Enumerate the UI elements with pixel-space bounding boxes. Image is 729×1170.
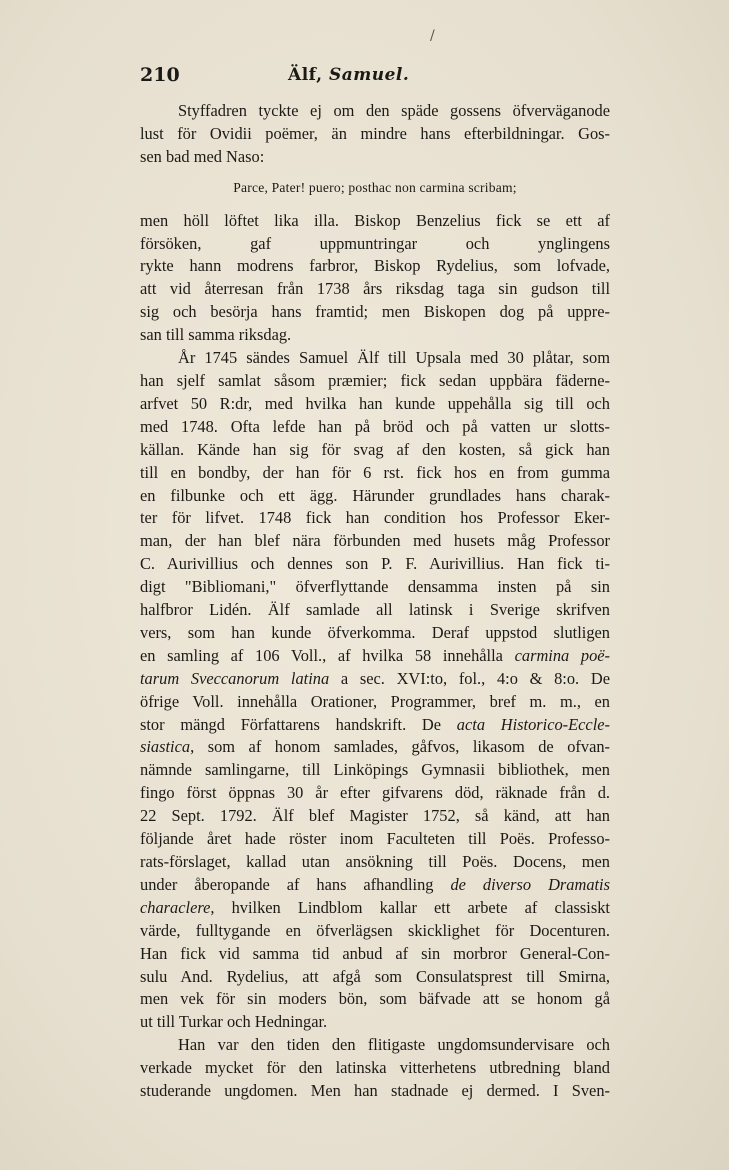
running-title-name: Samuel. [328, 65, 410, 85]
text-line: man, der han blef nära förbunden med husets måg Professor [140, 531, 610, 551]
text-line [140, 233, 610, 256]
text-line [140, 645, 610, 668]
text-line: År 1745 sändes Samuel Älf till Upsala med 30 plåtar, som [178, 348, 610, 368]
italic-fragment: diverso Dramatis [482, 874, 610, 894]
running-title [288, 65, 409, 85]
text-line: digt "Bibliomani," öfverflyttande densamma insten på sin [140, 577, 610, 597]
text-line [140, 714, 610, 737]
text-fragment: en samling af 106 Voll., af hvilka 58 innehålla [140, 645, 503, 665]
italic-fragment: carmina poë- [514, 645, 610, 665]
text-line [140, 736, 610, 759]
text-fragment: , som af honom samlades, gåfvos, likasom de ofvan- [190, 737, 610, 757]
text-line: fingo först öppnas 30 år efter gifvarens död, räknade från d. [140, 783, 610, 803]
text-line: sig och besörja hans framtid; men Biskopen dog på uppre- [140, 302, 610, 322]
italic-fragment: siastica [140, 737, 191, 757]
text-line: Han var den tiden den flitigaste ungdomsundervisare och [178, 1035, 610, 1055]
page-number: 210 [140, 64, 180, 86]
text-line [140, 897, 610, 920]
text-line: halfbror Lidén. Älf samlade all latinsk i Sverige skrifven [140, 600, 610, 620]
text-line: ut till Turkar och Hedningar. [140, 1012, 328, 1032]
text-line: men vek för sin moders bön, som bäfvade att se honom gå [140, 989, 610, 1009]
text-line [140, 874, 610, 897]
running-title-family: Älf, [288, 65, 323, 85]
text-line: sulu And. Rydelius, att afgå som Consulatsprest till Smirna, [140, 966, 610, 986]
text-line: arfvet 50 R:dr, med hvilka han kunde uppehålla sig till och [140, 393, 610, 413]
text-fragment: a sec. XVI:to, fol., 4:o & 8:o. De [340, 668, 610, 688]
text-line: ter för lifvet. 1748 fick han condition hos Professor Eker- [140, 508, 610, 528]
text-line: Han fick vid samma tid anbud af sin morbror General-Con- [140, 943, 610, 963]
latin-quote: Parce, Pater! puero; posthac non carmina scribam; [233, 179, 517, 195]
text-line: sen bad med Naso: [140, 146, 265, 166]
text-line: lust för Ovidii poëmer, än mindre hans efterbildningar. Gos- [140, 123, 610, 143]
body-text [140, 100, 610, 1103]
italic-fragment: characlere [140, 897, 211, 917]
text-line: rats-förslaget, kallad utan ansökning till Poës. Docens, men [140, 852, 610, 871]
text-line: med 1748. Ofta lefde han på bröd och på vatten ur slotts- [140, 416, 610, 436]
text-line: nämnde samlingarne, till Linköpings Gymnasii bibliothek, men [140, 760, 610, 780]
text-line [140, 668, 610, 691]
text-line: öfrige Voll. innehålla Orationer, Programmer, bref m. m., en [140, 691, 610, 711]
italic-fragment: de [450, 874, 466, 894]
text-fragment: , hvilken Lindblom kallar ett arbete af classiskt [210, 897, 610, 917]
margin-mark: / [430, 28, 435, 44]
text-line: till en bondby, der han för 6 rst. fick hos en from gumma [140, 462, 610, 482]
text-line: att vid återresan från 1738 års riksdag taga sin gudson till [140, 279, 610, 299]
text-line: C. Aurivillius och dennes son P. F. Aurivillius. Han fick ti- [140, 554, 610, 574]
text-line: rykte hann modrens farbror, Biskop Rydelius, som lofvade, [140, 256, 610, 276]
italic-fragment: acta Historico-Eccle- [456, 714, 610, 734]
text-line: följande året hade röster inom Faculteten till Poës. Professo- [140, 829, 610, 849]
text-line: en filbunke och ett ägg. Härunder grundlades hans charak- [140, 485, 610, 505]
page-header [140, 64, 560, 94]
text-line: vers, som han kunde öfverkomma. Deraf uppstod slutligen [140, 622, 610, 642]
text-line: 22 Sept. 1792. Älf blef Magister 1752, så känd, att han [140, 806, 610, 826]
text-fragment: stor mängd Författarens handskrift. De [140, 714, 442, 734]
text-line: men höll löftet lika illa. Biskop Benzelius fick se ett af [140, 210, 610, 230]
text-line: studerande ungdomen. Men han stadnade ej dermed. I Sven- [140, 1081, 610, 1101]
italic-fragment: tarum Sveccanorum latina [140, 668, 330, 688]
text-line: Styffadren tyckte ej om den späde gossens öfverväganode [178, 101, 610, 120]
text-line: san till samma riksdag. [140, 325, 292, 345]
text-line: verkade mycket för den latinska vitterhetens utbredning bland [140, 1058, 610, 1078]
text-line: han sjelf samlat såsom præmier; fick sedan uppbära fäderne- [140, 370, 610, 390]
text-line: värde, fulltygande en öfverlägsen skicklighet för Docenturen. [140, 920, 610, 940]
text-line: källan. Kände han sig för svag af den kosten, så gick han [140, 439, 610, 459]
text-fragment: försöken, gaf uppmuntringar och ynglingens [140, 233, 610, 253]
text-fragment: under åberopande af hans afhandling [140, 874, 434, 894]
